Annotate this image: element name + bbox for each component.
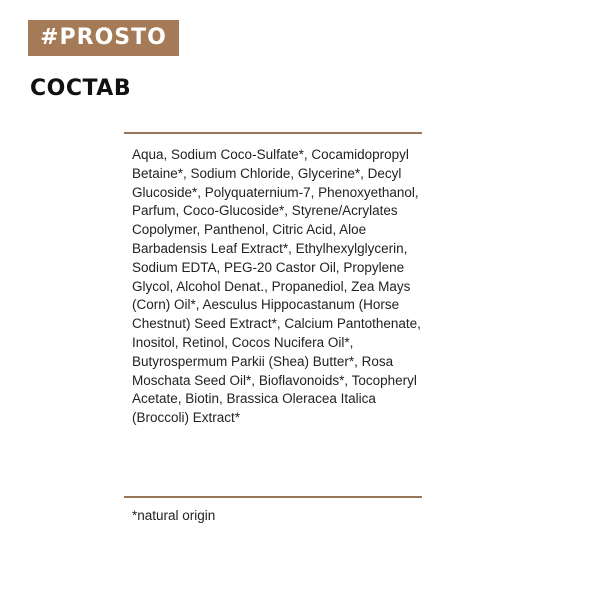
brand-tag: #PROSTO [28, 20, 179, 56]
section-title: COCTAB [30, 76, 132, 101]
footnote: *natural origin [132, 508, 216, 523]
bottom-divider [124, 496, 422, 498]
ingredients-list: Aqua, Sodium Coco-Sulfate*, Cocamidopropyl Betaine*, Sodium Chloride, Glycerine*, Decyl Glucoside*, Polyquaternium-7, Phenoxyethanol, Parfum, Coco-Glucoside*, Styrene/Acrylates Copolymer, Panthenol, Citric Acid, Aloe Barbadensis Leaf Extract*, Ethylhexylglycerin, Sodium EDTA, PEG-20 Castor Oil, Propylene Glycol, Alcohol Denat., Propanediol, Zea Mays (Corn) Oil*, Aesculus Hippocastanum (Horse Chestnut) Seed Extract*, Calcium Pantothenate, Inositol, Retinol, Cocos Nucifera Oil*, Butyrospermum Parkii (Shea) Butter*, Rosa Moschata Seed Oil*, Bioflavonoids*, Tocopheryl Acetate, Biotin, Brassica Oleracea Italica (Broccoli) Extract* [132, 147, 421, 426]
top-divider [124, 132, 422, 134]
